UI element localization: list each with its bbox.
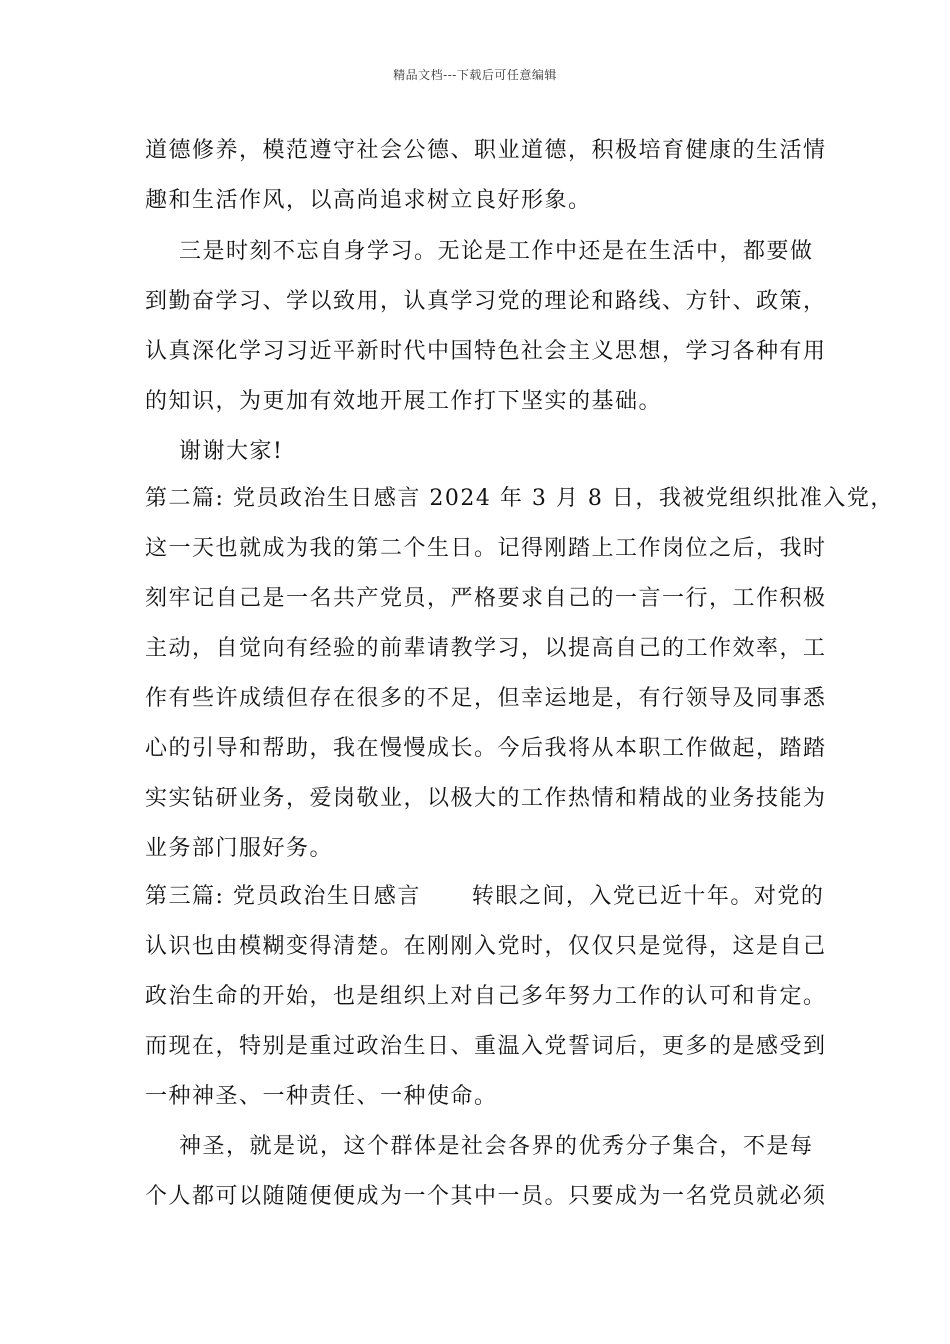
- text-line: 认真深化学习习近平新时代中国特色社会主义思想，学习各种有用: [145, 339, 827, 364]
- text-line: 认识也由模糊变得清楚。在刚刚入党时，仅仅只是觉得，这是自己: [145, 934, 827, 959]
- text-line: 谢谢大家!: [145, 439, 284, 464]
- text-line: 三是时刻不忘自身学习。无论是工作中还是在生活中，都要做: [145, 239, 814, 264]
- text-line: 主动，自觉向有经验的前辈请教学习，以提高自己的工作效率，工: [145, 636, 827, 661]
- text-line: 政治生命的开始，也是组织上对自己多年努力工作的认可和肯定。: [145, 984, 827, 1009]
- text-line: 的知识，为更加有效地开展工作打下坚实的基础。: [145, 389, 663, 414]
- text-line: 趣和生活作风，以高尚追求树立良好形象。: [145, 188, 592, 213]
- section-heading-line: 第二篇: 党员政治生日感言 2024 年 3 月 8 日，我被党组织批准入党，: [145, 486, 894, 511]
- text-line: 神圣，就是说，这个群体是社会各界的优秀分子集合，不是每: [145, 1134, 814, 1159]
- text-line: 作有些许成绩但存在很多的不足，但幸运地是，有行领导及同事悉: [145, 686, 827, 711]
- text-line: 道德修养，模范遵守社会公德、职业道德，积极培育健康的生活情: [145, 138, 827, 163]
- text-line: 而现在，特别是重过政治生日、重温入党誓词后，更多的是感受到: [145, 1034, 827, 1059]
- text-line: 这一天也就成为我的第二个生日。记得刚踏上工作岗位之后，我时: [145, 536, 827, 561]
- page-header: 精品文档---下载后可任意编辑: [393, 68, 557, 82]
- text-line: 心的引导和帮助，我在慢慢成长。今后我将从本职工作做起，踏踏: [145, 736, 827, 761]
- text-line: 一种神圣、一种责任、一种使命。: [145, 1084, 498, 1109]
- text-line: 到勤奋学习、学以致用，认真学习党的理论和路线、方针、政策，: [145, 289, 827, 314]
- section-heading-line: 第三篇: 党员政治生日感言 转眼之间，入党已近十年。对党的: [145, 884, 825, 909]
- text-line: 个人都可以随随便便成为一个其中一员。只要成为一名党员就必须: [145, 1184, 827, 1209]
- text-line: 刻牢记自己是一名共产党员，严格要求自己的一言一行，工作积极: [145, 586, 827, 611]
- text-line: 实实钻研业务，爱岗敬业，以极大的工作热情和精战的业务技能为: [145, 786, 827, 811]
- text-line: 业务部门服好务。: [145, 836, 334, 861]
